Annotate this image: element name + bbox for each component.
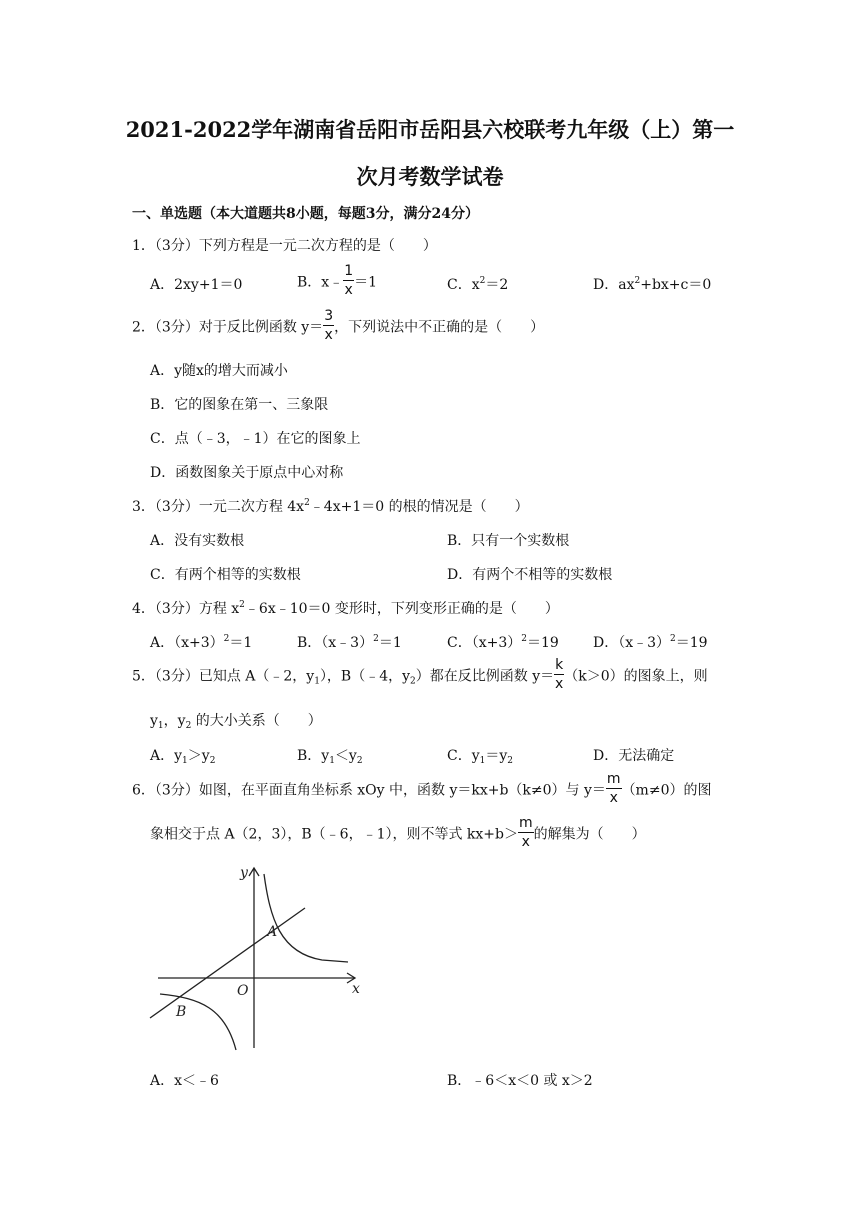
q3-option-b: B．只有一个实数根 [447, 533, 570, 549]
question-6: 6．（3分）如图，在平面直角坐标系 xOy 中，函数 y＝kx+b（k≠0）与 y＝ $\frac{m}{x}$ （m≠0）的图 [132, 771, 712, 806]
q5-option-b: B．$y_1<y_2$ [297, 748, 363, 766]
origin-label: O [237, 983, 249, 999]
question-1: 1．（3分）下列方程是一元二次方程的是（ ） [132, 238, 437, 254]
linear-function-line [150, 908, 305, 1018]
page-title: 2021-2022学年湖南省岳阳市岳阳县六校联考九年级（上）第一 [125, 117, 735, 142]
q2-option-a: A．y随x的增大而减小 [150, 363, 288, 379]
q2-option-b: B．它的图象在第一、三象限 [150, 397, 329, 413]
hyperbola-branch-1 [264, 874, 348, 962]
q6-option-a: A．x＜﹣6 [150, 1073, 219, 1089]
q1-option-a: A．2xy+1＝0 [150, 277, 243, 293]
question-5-line2: $y_1$，$y_2$ 的大小关系（ ） [150, 713, 322, 731]
q4-option-d: D．（x﹣3）$^2$＝19 [593, 634, 708, 651]
q3-option-d: D．有两个不相等的实数根 [447, 567, 613, 583]
page-title-line2: 次月考数学试卷 [356, 164, 504, 189]
question-4: 4．（3分）方程 $x^2﹣6x﹣10=0$ 变形时，下列变形正确的是（ ） [132, 600, 559, 617]
question-3: 3．（3分）一元二次方程 $4x^2﹣4x+1=0$ 的根的情况是（ ） [132, 498, 529, 515]
question-5: 5．（3分）已知点 A（﹣2，$y_1$），B（﹣4，$y_2$）都在反比例函数 y＝ $\frac{k}{x}$ （k＞0）的图象上，则 [132, 657, 708, 692]
q3-option-a: A．没有实数根 [150, 533, 245, 549]
point-a-label: A [267, 924, 278, 940]
x-axis-label: x [352, 981, 360, 997]
question-6-line2: 象相交于点 A（2，3），B（﹣6，﹣1），则不等式 kx+b＞ $\frac{m}{x}$ 的解集为（ ） [150, 815, 646, 850]
q5-option-a: A．$y_1>y_2$ [150, 748, 216, 766]
q6-option-b: B．﹣6＜x＜0 或 x＞2 [447, 1073, 593, 1089]
q2-option-d: D．函数图象关于原点中心对称 [150, 465, 344, 481]
q6-figure [140, 858, 370, 1058]
y-axis-label: y [240, 865, 248, 881]
q4-option-b: B．（x﹣3）$^2$＝1 [297, 634, 402, 651]
section-heading: 一、单选题（本大道题共8小题，每题3分，满分24分） [132, 206, 479, 222]
q5-option-c: C．$y_1=y_2$ [447, 748, 514, 766]
q4-option-a: A．$(x+3)^2=1$ [150, 634, 253, 651]
q5-option-d: D．无法确定 [593, 748, 675, 764]
q2-option-c: C．点（﹣3，﹣1）在它的图象上 [150, 431, 361, 447]
q1-option-c: C．$x^2=2$ [447, 276, 509, 293]
q3-option-c: C．有两个相等的实数根 [150, 567, 301, 583]
q1-option-d: D．$ax^2+bx+c=0$ [593, 276, 712, 293]
q4-option-c: C．$(x+3)^2=19$ [447, 634, 559, 651]
q1-option-b: B．x﹣ $\frac{1}{x}$ ＝1 [297, 263, 378, 298]
question-2: 2．（3分）对于反比例函数 y＝ $\frac{3}{x}$ ，下列说法中不正确的是（ ） [132, 308, 545, 343]
point-b-label: B [176, 1004, 187, 1020]
